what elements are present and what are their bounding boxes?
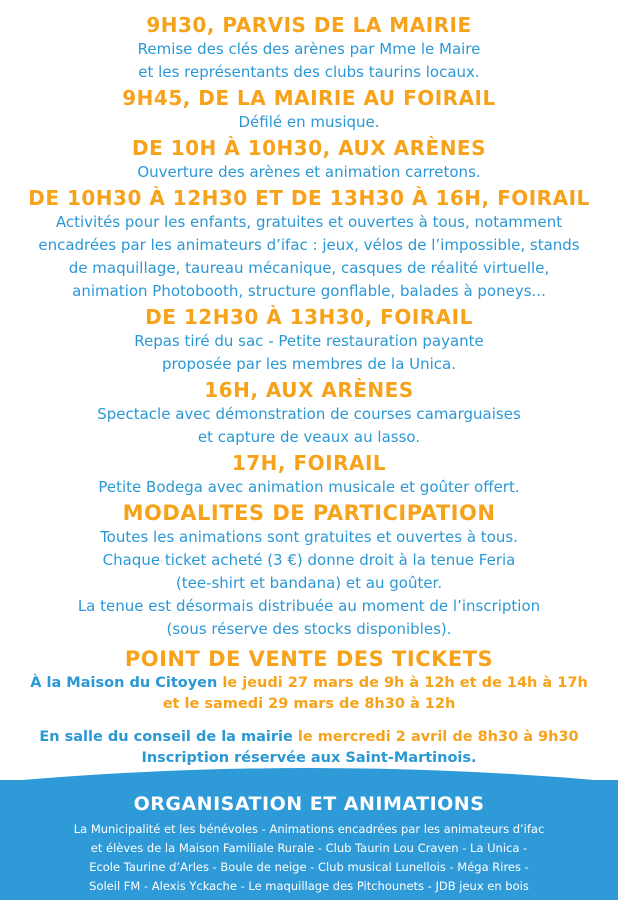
program-item-line: Activités pour les enfants, gratuites et ouvertes à tous, notamment: [55, 213, 563, 231]
program-item-line: animation Photobooth, structure gonflable, balades à poneys...: [72, 282, 546, 300]
program-item-line: Petite Bodega avec animation musicale et goûter offert.: [98, 478, 520, 496]
program-item-line: et capture de veaux au lasso.: [197, 428, 421, 446]
participation-line: La tenue est désormais distribuée au moment de l’inscription: [77, 597, 541, 615]
program-item-line: Défilé en musique.: [238, 113, 380, 131]
program-item-title: 9H30, PARVIS DE LA MAIRIE: [146, 13, 472, 37]
tickets-location: À la Maison du Citoyen: [30, 675, 218, 691]
tickets-title: POINT DE VENTE DES TICKETS: [124, 647, 494, 671]
participation-line: (tee-shirt et bandana) et au goûter.: [175, 574, 443, 592]
participation-line: (sous réserve des stocks disponibles).: [166, 620, 452, 638]
program-item-title: 17H, FOIRAIL: [231, 451, 387, 475]
program-item-line: Remise des clés des arènes par Mme le Maire: [137, 40, 481, 58]
tickets-location-line: [0, 673, 618, 694]
participation-title: MODALITES DE PARTICIPATION: [122, 501, 496, 525]
program-item: [0, 304, 618, 377]
program-item: [0, 12, 618, 85]
program-item-line: proposée par les membres de la Unica.: [161, 355, 457, 373]
tickets-schedule: le mercredi 2 avril de 8h30 à 9h30: [292, 729, 579, 745]
footer-title: ORGANISATION ET ANIMATIONS: [133, 793, 485, 815]
program-item-line: Spectacle avec démonstration de courses camarguaises: [97, 405, 521, 423]
tickets-schedule-line: et le samedi 29 mars de 8h30 à 12h: [162, 696, 456, 712]
program-item-line: Ouverture des arènes et animation carretons.: [137, 163, 481, 181]
program-item-line: de maquillage, taureau mécanique, casques de réalité virtuelle,: [68, 259, 550, 277]
program-item: [0, 135, 618, 185]
program-item-line: Repas tiré du sac - Petite restauration payante: [134, 332, 484, 350]
program-item-title: DE 10H À 10H30, AUX ARÈNES: [132, 136, 486, 160]
program-item-title: DE 12H30 À 13H30, FOIRAIL: [145, 305, 473, 329]
footer-credits-line: La Municipalité et les bénévoles - Animations encadrées par les animateurs d’ifac: [73, 822, 545, 836]
program-item: [0, 185, 618, 304]
participation-section: [0, 500, 618, 642]
tickets-location: En salle du conseil de la mairie: [39, 729, 293, 745]
tickets-location-line: [0, 727, 618, 748]
footer-credits-line: et élèves de la Maison Familiale Rurale - Club Taurin Lou Craven - La Unica -: [90, 841, 528, 855]
program-list: [0, 12, 618, 769]
program-item-line: et les représentants des clubs taurins locaux.: [138, 63, 480, 81]
tickets-schedule: le jeudi 27 mars de 9h à 12h et de 14h à 17h: [217, 675, 588, 691]
program-item: [0, 85, 618, 135]
program-item-line: encadrées par les animateurs d’ifac : jeux, vélos de l’impossible, stands: [38, 236, 580, 254]
footer-credits-line: Ecole Taurine d’Arles - Boule de neige - Club musical Lunellois - Méga Rires -: [89, 860, 529, 874]
program-item-title: 9H45, DE LA MAIRIE AU FOIRAIL: [122, 86, 496, 110]
program-item-title: DE 10H30 À 12H30 ET DE 13H30 À 16H, FOIRAIL: [28, 186, 590, 210]
tickets-restriction: Inscription réservée aux Saint-Martinois.: [141, 750, 477, 766]
footer-credits-line: Soleil FM - Alexis Yckache - Le maquillage des Pitchounets - JDB jeux en bois: [89, 879, 529, 893]
program-item-title: 16H, AUX ARÈNES: [204, 378, 414, 402]
program-item: [0, 450, 618, 500]
footer-credits: [30, 820, 588, 896]
tickets-section: [0, 646, 618, 769]
program-item: [0, 377, 618, 450]
participation-line: Chaque ticket acheté (3 €) donne droit à la tenue Feria: [102, 551, 516, 569]
participation-line: Toutes les animations sont gratuites et ouvertes à tous.: [100, 528, 518, 546]
